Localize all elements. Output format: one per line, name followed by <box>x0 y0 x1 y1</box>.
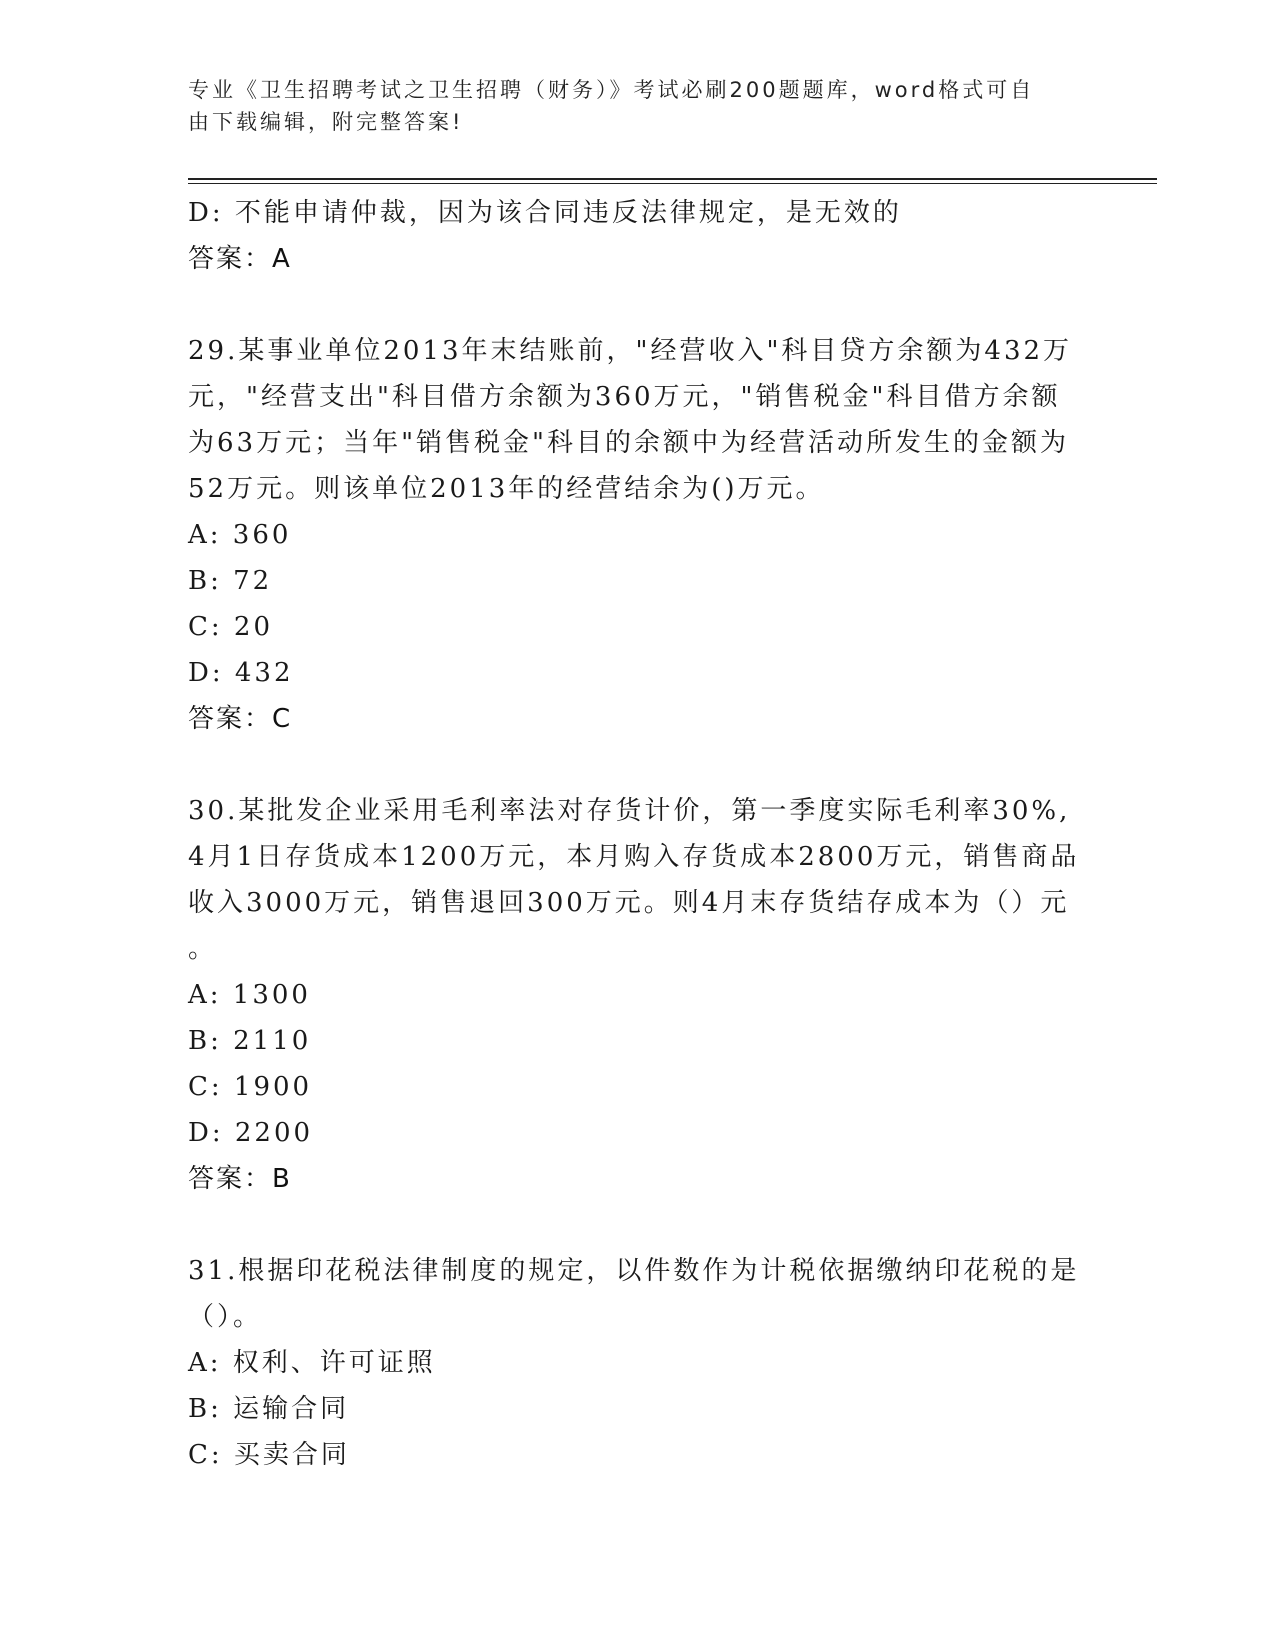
question-31 <box>188 1248 1078 1478</box>
spacer <box>188 1202 1078 1248</box>
q30-stem-line-3: 收入3000万元，销售退回300万元。则4月末存货结存成本为（）元 <box>188 888 1070 918</box>
q30-option-d: D: 2200 <box>188 1118 314 1148</box>
question-30 <box>188 788 1078 1202</box>
q29-option-d: D: 432 <box>188 658 294 688</box>
header-rule-thick <box>188 178 1157 180</box>
q29-option-b: B: 72 <box>188 566 273 596</box>
q29-stem-line-1: 29.某事业单位2013年末结账前，"经营收入"科目贷方余额为432万 <box>188 336 1073 366</box>
spacer <box>188 282 1078 328</box>
header-line-1: 专业《卫生招聘考试之卫生招聘（财务）》考试必刷200题题库，word格式可自 <box>188 78 1035 102</box>
q29-answer: 答案：C <box>188 704 293 734</box>
q31-option-b: B: 运输合同 <box>188 1394 350 1424</box>
page-header <box>188 74 1068 138</box>
q31-option-a: A: 权利、许可证照 <box>188 1348 436 1378</box>
q30-stem-line-1: 30.某批发企业采用毛利率法对存货计价，第一季度实际毛利率30%, <box>188 796 1071 826</box>
q29-stem-line-2: 元，"经营支出"科目借方余额为360万元，"销售税金"科目借方余额 <box>188 382 1061 412</box>
q29-option-a: A: 360 <box>188 520 292 550</box>
q29-stem-line-3: 为63万元；当年"销售税金"科目的余额中为经营活动所发生的金额为 <box>188 428 1070 458</box>
spacer <box>188 742 1078 788</box>
q30-stem-line-4: 。 <box>188 934 218 964</box>
q31-stem-line-1: 31.根据印花税法律制度的规定，以件数作为计税依据缴纳印花税的是 <box>188 1256 1080 1286</box>
prev-answer: 答案：A <box>188 244 292 274</box>
prev-option-d: D: 不能申请仲裁，因为该合同违反法律规定，是无效的 <box>188 198 902 228</box>
q31-option-c: C: 买卖合同 <box>188 1440 350 1470</box>
q30-option-c: C: 1900 <box>188 1072 313 1102</box>
q29-option-c: C: 20 <box>188 612 274 642</box>
question-29 <box>188 328 1078 742</box>
q30-answer: 答案：B <box>188 1164 292 1194</box>
header-line-2: 由下载编辑，附完整答案! <box>188 110 464 134</box>
header-rule-thin <box>188 183 1157 184</box>
q31-stem-line-2: （）。 <box>188 1302 263 1332</box>
question-content <box>188 190 1078 1478</box>
q30-stem-line-2: 4月1日存货成本1200万元，本月购入存货成本2800万元，销售商品 <box>188 842 1080 872</box>
q29-stem-line-4: 52万元。则该单位2013年的经营结余为()万元。 <box>188 474 825 504</box>
q30-option-b: B: 2110 <box>188 1026 312 1056</box>
q30-option-a: A: 1300 <box>188 980 311 1010</box>
